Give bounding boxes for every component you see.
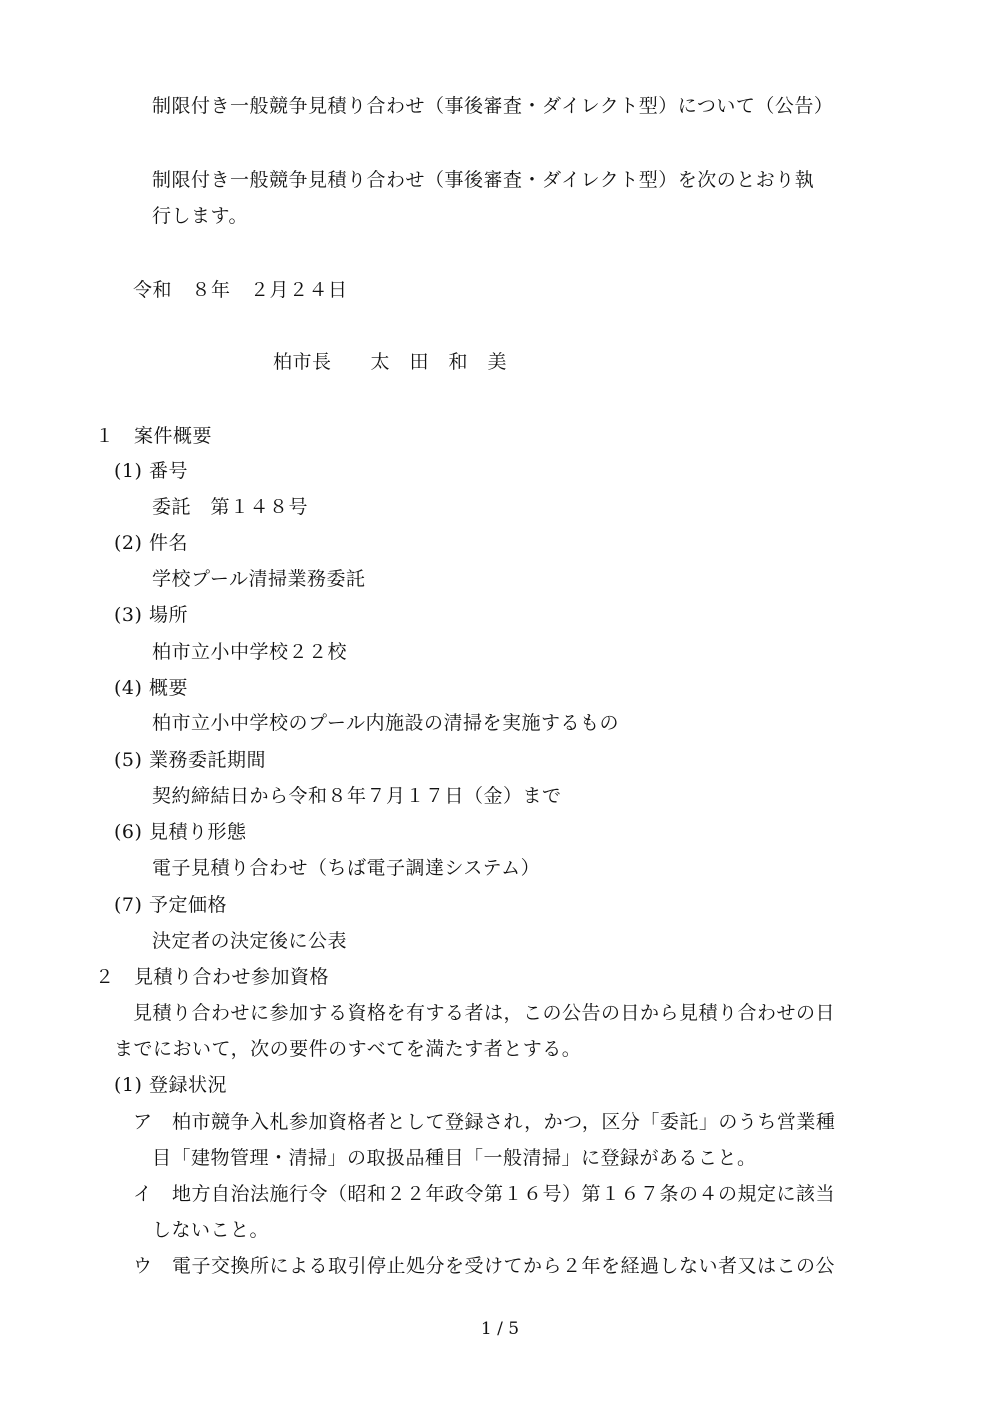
requirement-a-line-2: 目「建物管理・清掃」の取扱品種目「一般清掃」に登録があること。	[152, 1147, 757, 1169]
item-value-number: 委託 第１４８号	[152, 496, 309, 518]
item-label-price: (7) 予定価格	[114, 894, 227, 916]
signer: 柏市長 太 田 和 美	[273, 351, 508, 373]
section-1-heading: １ 案件概要	[95, 425, 213, 447]
item-label-period: (5) 業務委託期間	[114, 749, 266, 771]
requirement-u-line-1: ウ 電子交換所による取引停止処分を受けてから２年を経過しない者又はこの公	[133, 1255, 836, 1277]
requirement-i-line-2: しないこと。	[152, 1219, 270, 1241]
item-value-summary: 柏市立小中学校のプール内施設の清掃を実施するもの	[152, 712, 620, 734]
notice-title: 制限付き一般競争見積り合わせ（事後審査・ダイレクト型）について（公告）	[152, 95, 834, 117]
item-value-form: 電子見積り合わせ（ちば電子調達システム）	[152, 857, 541, 879]
section-2-para-line-1: 見積り合わせに参加する資格を有する者は，この公告の日から見積り合わせの日	[133, 1002, 836, 1024]
intro-line-1: 制限付き一般競争見積り合わせ（事後審査・ダイレクト型）を次のとおり執	[152, 169, 815, 191]
item-label-name: (2) 件名	[114, 532, 188, 554]
item-value-period: 契約締結日から令和８年７月１７日（金）まで	[152, 785, 562, 807]
item-label-form: (6) 見積り形態	[114, 821, 247, 843]
requirement-i-line-1: イ 地方自治法施行令（昭和２２年政令第１６号）第１６７条の４の規定に該当	[133, 1183, 836, 1205]
item-value-name: 学校プール清掃業務委託	[152, 568, 366, 590]
section-2-heading: ２ 見積り合わせ参加資格	[95, 966, 330, 988]
intro-line-2: 行します。	[152, 205, 248, 227]
item-label-place: (3) 場所	[114, 604, 188, 626]
item-value-place: 柏市立小中学校２２校	[152, 641, 348, 663]
notice-date: 令和 ８年 ２月２４日	[133, 279, 348, 301]
item-label-number: (1) 番号	[114, 460, 188, 482]
page-number: 1 / 5	[480, 1319, 520, 1339]
section-2-para-line-2: までにおいて，次の要件のすべてを満たす者とする。	[114, 1038, 582, 1060]
sub-item-label-registration: (1) 登録状況	[114, 1074, 227, 1096]
item-value-price: 決定者の決定後に公表	[152, 930, 348, 952]
item-label-summary: (4) 概要	[114, 677, 188, 699]
requirement-a-line-1: ア 柏市競争入札参加資格者として登録され，かつ，区分「委託」のうち営業種	[133, 1111, 836, 1133]
